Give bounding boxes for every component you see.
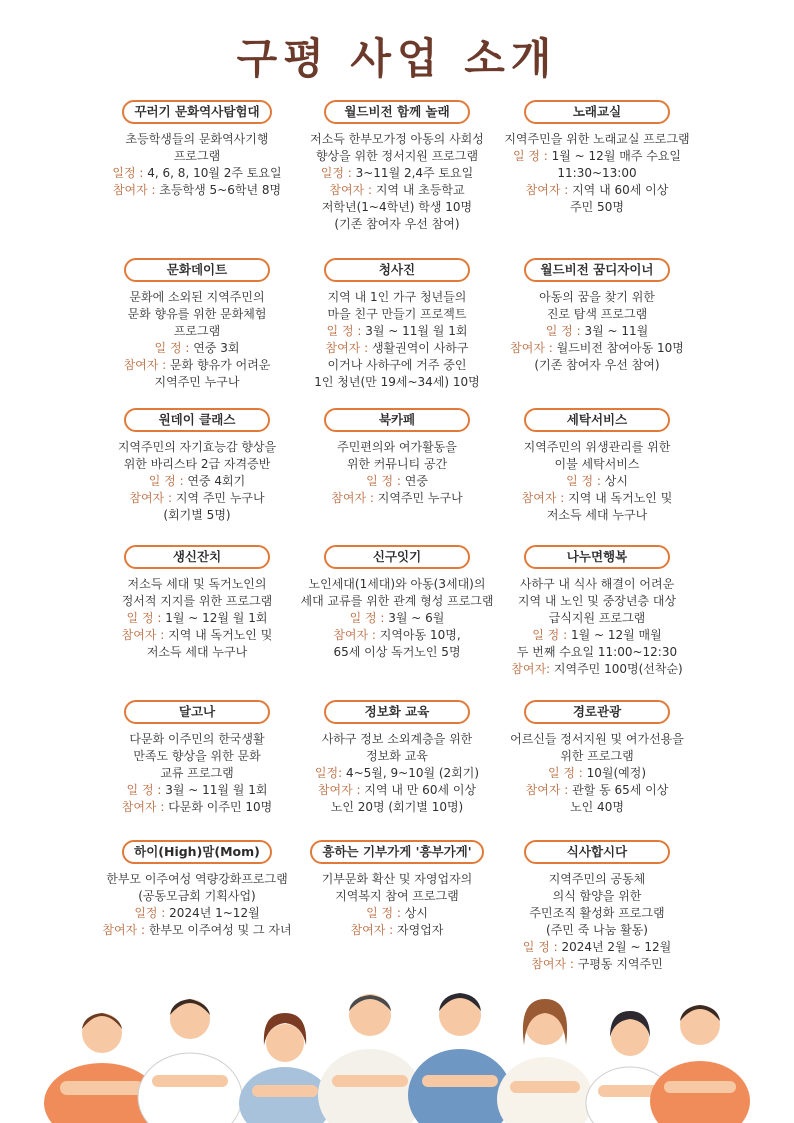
field-value: 4~5월, 9~10월 (2회기) [345, 766, 480, 780]
field-value: 지역주민의 위생관리를 위한 [523, 440, 671, 454]
field-value: 상시 [404, 906, 428, 920]
field-label: 일 정 : [566, 474, 605, 488]
program-line [472, 782, 722, 799]
field-value: 이거나 사하구에 거주 중인 [327, 358, 467, 372]
person-5 [408, 993, 512, 1123]
field-label: 참여자 : [102, 923, 149, 937]
field-value: 급식지원 프로그램 [548, 611, 646, 625]
field-label: 참여자 : [121, 800, 169, 814]
field-value: 3월 ~ 11월 [584, 324, 649, 338]
program-description [472, 576, 722, 678]
program-name: 원데이 클래스 [124, 408, 270, 432]
field-value: 프로그램 [173, 149, 221, 163]
field-value: 지역 내 만 60세 이상 [364, 783, 477, 797]
field-value: 기부문화 확산 및 자영업자의 [321, 872, 473, 886]
field-value: 지역 내 초등학교 [375, 183, 465, 197]
program-description [472, 131, 722, 216]
program-name: 흥하는 기부가게 '흥부가게' [310, 840, 483, 864]
program-description [472, 731, 722, 816]
program-line [472, 956, 722, 973]
program-line [472, 922, 722, 939]
field-value: 주민편의와 여가활동을 [337, 440, 457, 454]
field-label: 참여자 : [331, 491, 378, 505]
field-value: 지역주민 누구나 [154, 375, 240, 389]
field-value: 지역복지 참여 프로그램 [335, 889, 459, 903]
field-label: 일 정 : [126, 783, 166, 797]
people-illustration [40, 985, 754, 1123]
field-value: 초등학생들의 문화역사기행 [125, 132, 269, 146]
field-value: 정서적 지지를 위한 프로그램 [121, 594, 273, 608]
field-label: 일정 : [134, 906, 170, 920]
field-value: 연중 3회 [193, 341, 240, 355]
field-value: 11:30~13:00 [557, 166, 637, 180]
field-label: 참여자 : [112, 183, 160, 197]
field-label: 일정 : [320, 166, 356, 180]
field-value: 4, 6, 8, 10월 2주 토요일 [147, 166, 282, 180]
field-value: 1인 청년(만 19세~34세) 10명 [314, 375, 480, 389]
field-value: 주민조직 활성화 프로그램 [529, 906, 665, 920]
field-value: 구평동 지역주민 [577, 957, 663, 971]
program-name: 월드비전 함께 놀래 [324, 100, 470, 124]
field-value: 저소득 한부모가정 아동의 사회성 [310, 132, 484, 146]
program-name: 신구잇기 [324, 545, 470, 569]
program-line [472, 199, 722, 216]
program-name: 생신잔치 [124, 545, 270, 569]
field-value: 관할 동 65세 이상 [572, 783, 669, 797]
field-value: 사하구 정보 소외계층을 위한 [321, 732, 473, 746]
field-label: 참여자 : [123, 358, 171, 372]
program-line [472, 661, 722, 678]
program-name: 나누면행복 [524, 545, 670, 569]
program-card [472, 840, 722, 973]
field-value: 세대 교류를 위한 관계 형성 프로그램 [300, 594, 494, 608]
field-value: 저학년(1~4학년) 학생 10명 [321, 200, 473, 214]
person-8 [650, 1005, 750, 1123]
person-4 [318, 994, 422, 1123]
program-line [472, 576, 722, 593]
field-value: 저소득 세대 누구나 [546, 508, 648, 522]
program-line [472, 627, 722, 644]
field-value: 1월 ~ 12월 매월 [570, 628, 662, 642]
program-line [472, 439, 722, 456]
field-value: 위한 바리스타 2급 자격증반 [123, 457, 271, 471]
program-line [472, 765, 722, 782]
field-value: 생활권역이 사하구 [371, 341, 469, 355]
field-label: 일정 : [112, 166, 148, 180]
person-2 [138, 999, 242, 1123]
program-description [472, 439, 722, 524]
program-line [472, 340, 722, 357]
program-card [472, 100, 722, 216]
field-label: 참여자 : [317, 783, 365, 797]
program-line [472, 182, 722, 199]
field-label: 참여자 : [350, 923, 398, 937]
field-value: 3월 ~ 6월 [388, 611, 445, 625]
field-label: 참여자 : [521, 491, 569, 505]
field-value: 지역주민을 위한 노래교실 프로그램 [504, 132, 690, 146]
field-value: 2024년 1~12월 [169, 906, 260, 920]
program-name: 정보화 교육 [324, 700, 470, 724]
program-name: 월드비전 꿈디자이너 [524, 258, 670, 282]
field-value: (공동모금회 기획사업) [138, 889, 256, 903]
program-line [472, 323, 722, 340]
field-label: 일 정 : [512, 149, 552, 163]
program-line [472, 871, 722, 888]
field-value: 지역주민의 자기효능감 향상을 [117, 440, 277, 454]
field-value: 지역주민 100명(선착순) [553, 662, 683, 676]
program-line [472, 748, 722, 765]
program-line [472, 888, 722, 905]
program-name: 노래교실 [524, 100, 670, 124]
field-label: 참여자 : [333, 628, 380, 642]
field-value: 월드비전 참여아동 10명 [556, 341, 684, 355]
program-card [472, 408, 722, 524]
field-value: 3월 ~ 11월 월 1회 [365, 324, 468, 338]
field-value: 2024년 2월 ~ 12월 [561, 940, 672, 954]
field-value: 교류 프로그램 [160, 766, 234, 780]
field-value: 지역 내 1인 가구 청년들의 [327, 290, 467, 304]
program-line [472, 473, 722, 490]
program-line [472, 731, 722, 748]
program-line [272, 216, 522, 233]
program-line [472, 610, 722, 627]
field-value: 문화 향유를 위한 문화체험 [127, 307, 267, 321]
field-value: 노인 40명 [570, 800, 624, 814]
field-value: 65세 이상 독거노인 5명 [333, 645, 461, 659]
program-name: 달고나 [124, 700, 270, 724]
field-value: 이불 세탁서비스 [554, 457, 640, 471]
field-value: (기존 참여자 우선 참여) [334, 217, 460, 231]
field-label: 일 정 : [366, 474, 405, 488]
program-name: 하이(High)맘(Mom) [122, 840, 272, 864]
field-value: 정보화 교육 [366, 749, 428, 763]
field-label: 일 정 : [154, 341, 194, 355]
person-3 [239, 1013, 331, 1123]
program-line [472, 131, 722, 148]
program-line [472, 905, 722, 922]
program-line [472, 306, 722, 323]
field-value: 주민 50명 [570, 200, 624, 214]
field-value: 만족도 향상을 위한 문화 [133, 749, 261, 763]
field-value: 어르신들 정서지원 및 여가선용을 [510, 732, 684, 746]
field-value: 지역 내 노인 및 중장년층 대상 [517, 594, 677, 608]
program-card [472, 545, 722, 678]
field-value: 지역주민의 공동체 [548, 872, 646, 886]
field-value: 의식 함양을 위한 [552, 889, 642, 903]
program-line [472, 507, 722, 524]
field-value: 아동의 꿈을 찾기 위한 [539, 290, 655, 304]
field-value: 연중 [404, 474, 428, 488]
program-line [472, 644, 722, 661]
field-label: 참여자 : [329, 183, 376, 197]
field-value: 한부모 이주여성 및 그 자녀 [148, 923, 292, 937]
program-line [472, 593, 722, 610]
field-value: 10월(예정) [586, 766, 647, 780]
field-label: 일 정 : [366, 906, 405, 920]
field-label: 참여자 : [525, 783, 573, 797]
field-value: (기존 참여자 우선 참여) [534, 358, 660, 372]
program-name: 꾸러기 문화역사탐험대 [122, 100, 271, 124]
program-line [472, 939, 722, 956]
field-value: 초등학생 5~6학년 8명 [159, 183, 282, 197]
field-label: 일정: [314, 766, 346, 780]
program-line [472, 357, 722, 374]
program-line [472, 490, 722, 507]
program-name: 청사진 [324, 258, 470, 282]
field-value: 저소득 세대 및 독거노인의 [127, 577, 267, 591]
program-card [472, 258, 722, 374]
program-line [472, 456, 722, 473]
program-description [472, 289, 722, 374]
field-value: 1월 ~ 12월 월 1회 [165, 611, 268, 625]
program-name: 북카페 [324, 408, 470, 432]
field-value: 향상을 위한 정서지원 프로그램 [315, 149, 479, 163]
field-value: 지역 내 60세 이상 [572, 183, 669, 197]
field-label: 일 정 : [148, 474, 188, 488]
program-line [472, 799, 722, 816]
field-value: 지역 주민 누구나 [175, 491, 265, 505]
field-value: (주민 죽 나눔 활동) [546, 923, 648, 937]
program-name: 문화데이트 [124, 258, 270, 282]
field-label: 일 정 : [532, 628, 571, 642]
field-value: 3~11월 2,4주 토요일 [355, 166, 474, 180]
field-value: 연중 4회기 [187, 474, 246, 488]
field-value: 지역 내 독거노인 및 [568, 491, 673, 505]
field-label: 참여자 : [531, 957, 578, 971]
field-value: 다문화 이주민 10명 [168, 800, 273, 814]
person-6 [497, 999, 593, 1123]
field-value: 진로 탐색 프로그램 [546, 307, 648, 321]
program-name: 경로관광 [524, 700, 670, 724]
field-value: 프로그램 [173, 324, 221, 338]
field-value: 자영업자 [397, 923, 444, 937]
program-line [272, 374, 522, 391]
program-line [72, 507, 322, 524]
field-value: 위한 프로그램 [560, 749, 634, 763]
field-value: 사하구 내 식사 해결이 어려운 [519, 577, 675, 591]
field-value: 지역 내 독거노인 및 [168, 628, 273, 642]
field-value: 다문화 이주민의 한국생활 [129, 732, 265, 746]
page-title: 구평 사업 소개 [236, 34, 558, 83]
field-label: 참여자 : [325, 341, 372, 355]
program-name: 세탁서비스 [524, 408, 670, 432]
field-value: 저소득 세대 누구나 [146, 645, 248, 659]
field-label: 일 정 : [326, 324, 366, 338]
field-value: 지역주민 누구나 [377, 491, 463, 505]
field-label: 일 정 : [547, 766, 587, 780]
field-label: 참여자 : [121, 628, 169, 642]
program-line [472, 165, 722, 182]
program-line [472, 289, 722, 306]
field-value: 지역아동 10명, [379, 628, 461, 642]
field-label: 일 정 : [126, 611, 166, 625]
field-value: 마을 친구 만들기 프로젝트 [327, 307, 467, 321]
field-label: 참여자 : [510, 341, 557, 355]
field-label: 참여자 : [525, 183, 573, 197]
field-value: 두 번째 수요일 11:00~12:30 [516, 645, 678, 659]
field-label: 참여자 : [129, 491, 176, 505]
program-name: 식사합시다 [524, 840, 670, 864]
field-value: 문화에 소외된 지역주민의 [129, 290, 265, 304]
field-value: 노인 20명 (회기별 10명) [330, 800, 464, 814]
program-line [472, 148, 722, 165]
field-value: 1월 ~ 12월 매주 수요일 [551, 149, 682, 163]
field-label: 일 정 : [522, 940, 562, 954]
field-value: 문화 향유가 어려운 [170, 358, 271, 372]
field-value: 한부모 이주여성 역량강화프로그램 [106, 872, 288, 886]
field-value: 위한 커뮤니티 공간 [346, 457, 448, 471]
field-value: 3월 ~ 11월 월 1회 [165, 783, 268, 797]
field-label: 일 정 : [349, 611, 389, 625]
program-card [472, 700, 722, 816]
field-value: 상시 [604, 474, 628, 488]
program-description [472, 871, 722, 973]
field-label: 일 정 : [545, 324, 585, 338]
field-value: 노인세대(1세대)와 아동(3세대)의 [308, 577, 486, 591]
field-label: 참여자: [511, 662, 554, 676]
field-value: (회기별 5명) [163, 508, 231, 522]
